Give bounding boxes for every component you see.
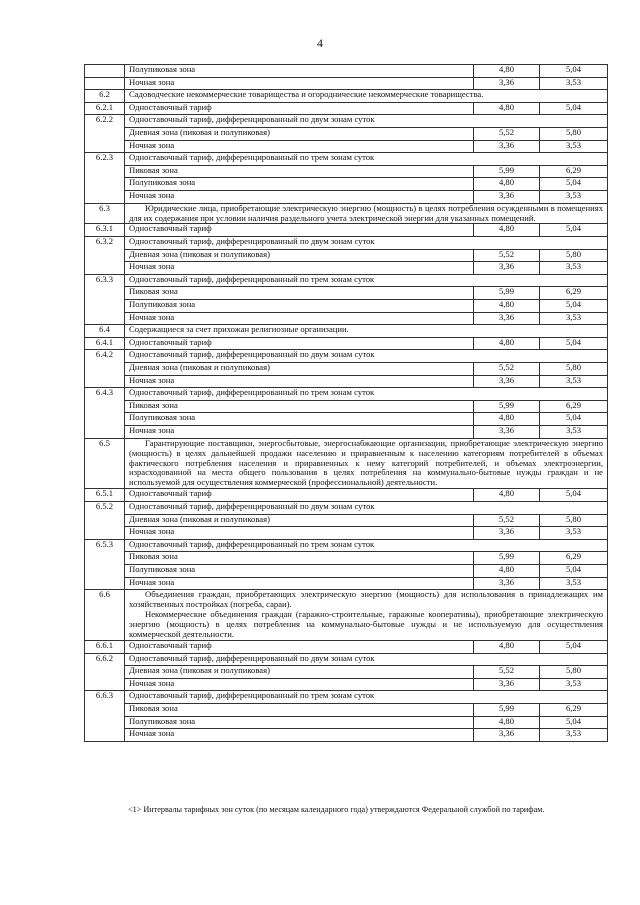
footnote: <1> Интервалы тарифных зон суток (по месяцам календарного года) утверждаются Федеральной службой по тарифам.: [128, 805, 545, 814]
tariff-value-second-half: 3,53: [540, 527, 608, 540]
tariff-value-first-half: 5,52: [474, 249, 540, 262]
item-code: 6.3.2: [85, 237, 125, 275]
category-heading: Одноставочный тариф, дифференцированный по двум зонам суток: [125, 115, 608, 128]
tariff-value-first-half: 3,36: [474, 729, 540, 742]
table-row: [85, 489, 608, 502]
tariff-description: Ночная зона: [125, 140, 474, 153]
tariff-value-second-half: 5,04: [540, 564, 608, 577]
table-row: [85, 425, 608, 438]
tariff-value-second-half: 6,29: [540, 287, 608, 300]
tariff-value-second-half: 6,29: [540, 552, 608, 565]
tariff-description: Полупиковая зона: [125, 65, 474, 78]
tariff-value-first-half: 5,52: [474, 666, 540, 679]
item-code: 6.5.3: [85, 539, 125, 589]
tariff-value-second-half: 5,80: [540, 249, 608, 262]
tariff-description: Дневная зона (пиковая и полупиковая): [125, 249, 474, 262]
tariff-value-first-half: 3,36: [474, 190, 540, 203]
tariff-value-second-half: 5,04: [540, 489, 608, 502]
tariff-description: Пиковая зона: [125, 287, 474, 300]
tariff-value-first-half: 3,36: [474, 577, 540, 590]
tariff-description: Пиковая зона: [125, 165, 474, 178]
table-row: [85, 729, 608, 742]
tariff-value-first-half: 5,52: [474, 514, 540, 527]
tariff-value-second-half: 3,53: [540, 140, 608, 153]
table-row: [85, 325, 608, 338]
table-row: [85, 262, 608, 275]
tariff-description: Ночная зона: [125, 527, 474, 540]
item-code: 6.3.1: [85, 224, 125, 237]
tariff-value-second-half: 6,29: [540, 400, 608, 413]
page-number: 4: [317, 36, 323, 50]
category-heading: Одноставочный тариф, дифференцированный по трем зонам суток: [125, 388, 608, 401]
tariff-value-second-half: 5,04: [540, 178, 608, 191]
table-row: [85, 375, 608, 388]
item-code: 6.2.3: [85, 153, 125, 203]
tariff-value-first-half: 5,52: [474, 127, 540, 140]
category-heading: Одноставочный тариф, дифференцированный по трем зонам суток: [125, 539, 608, 552]
item-code: 6.2: [85, 90, 125, 103]
category-heading: Садоводческие некоммерческие товарищества и огороднические некоммерческие товарищества.: [125, 90, 608, 103]
item-code: 6.5: [85, 438, 125, 489]
tariff-value-first-half: 4,80: [474, 564, 540, 577]
table-row: [85, 514, 608, 527]
tariff-value-first-half: 4,80: [474, 337, 540, 350]
table-row: [85, 641, 608, 654]
table-row: [85, 249, 608, 262]
table-row: [85, 552, 608, 565]
tariff-value-first-half: 5,52: [474, 363, 540, 376]
tariff-description: Полупиковая зона: [125, 716, 474, 729]
tariff-value-first-half: 3,36: [474, 312, 540, 325]
table-row: [85, 438, 608, 489]
table-row: [85, 300, 608, 313]
tariff-value-first-half: 5,99: [474, 400, 540, 413]
tariff-value-first-half: 5,99: [474, 552, 540, 565]
tariff-description: Дневная зона (пиковая и полупиковая): [125, 127, 474, 140]
tariff-value-first-half: 4,80: [474, 641, 540, 654]
table-row: [85, 153, 608, 166]
tariff-value-first-half: 4,80: [474, 413, 540, 426]
tariff-value-second-half: 3,53: [540, 77, 608, 90]
tariff-value-second-half: 5,04: [540, 413, 608, 426]
item-code: 6.4.1: [85, 337, 125, 350]
table-row: [85, 274, 608, 287]
tariff-value-second-half: 3,53: [540, 425, 608, 438]
tariff-value-second-half: 6,29: [540, 703, 608, 716]
tariff-value-first-half: 5,99: [474, 287, 540, 300]
item-code: 6.6.2: [85, 653, 125, 691]
tariff-value-second-half: 5,80: [540, 363, 608, 376]
tariff-value-second-half: 3,53: [540, 577, 608, 590]
category-heading: Одноставочный тариф, дифференцированный по трем зонам суток: [125, 153, 608, 166]
item-code: 6.4.2: [85, 350, 125, 388]
tariff-value-first-half: 4,80: [474, 224, 540, 237]
tariff-description: Одноставочный тариф: [125, 489, 474, 502]
tariff-value-second-half: 5,04: [540, 716, 608, 729]
tariff-value-first-half: 5,99: [474, 165, 540, 178]
table-row: [85, 115, 608, 128]
category-heading: [125, 203, 608, 224]
tariff-value-first-half: 3,36: [474, 425, 540, 438]
tariff-description: Ночная зона: [125, 312, 474, 325]
tariff-value-second-half: 5,04: [540, 641, 608, 654]
tariff-value-first-half: 4,80: [474, 102, 540, 115]
tariff-value-first-half: 3,36: [474, 375, 540, 388]
item-code: 6.6: [85, 590, 125, 641]
tariff-description: Дневная зона (пиковая и полупиковая): [125, 363, 474, 376]
tariff-value-first-half: 4,80: [474, 178, 540, 191]
table-row: [85, 287, 608, 300]
tariff-description: Ночная зона: [125, 262, 474, 275]
table-row: [85, 564, 608, 577]
category-heading: Содержащиеся за счет прихожан религиозные организации.: [125, 325, 608, 338]
table-row: [85, 350, 608, 363]
table-row: [85, 140, 608, 153]
tariff-description: Одноставочный тариф: [125, 641, 474, 654]
tariff-value-first-half: 4,80: [474, 489, 540, 502]
table-row: [85, 102, 608, 115]
table-row: [85, 337, 608, 350]
table-row: [85, 577, 608, 590]
tariff-description: Ночная зона: [125, 425, 474, 438]
tariff-description: Одноставочный тариф: [125, 224, 474, 237]
tariff-value-first-half: 3,36: [474, 262, 540, 275]
table-row: [85, 413, 608, 426]
tariff-value-first-half: 3,36: [474, 77, 540, 90]
tariff-description: Одноставочный тариф: [125, 337, 474, 350]
category-heading: Одноставочный тариф, дифференцированный по двум зонам суток: [125, 502, 608, 515]
tariff-description: Пиковая зона: [125, 552, 474, 565]
table-row: [85, 224, 608, 237]
tariff-description: Ночная зона: [125, 729, 474, 742]
category-heading: Одноставочный тариф, дифференцированный по трем зонам суток: [125, 691, 608, 704]
item-code: 6.3.3: [85, 274, 125, 324]
tariff-description: Одноставочный тариф: [125, 102, 474, 115]
tariff-description: Полупиковая зона: [125, 564, 474, 577]
tariff-value-second-half: 5,04: [540, 102, 608, 115]
tariff-value-second-half: 5,04: [540, 300, 608, 313]
tariff-value-second-half: 5,04: [540, 224, 608, 237]
tariff-description: Дневная зона (пиковая и полупиковая): [125, 514, 474, 527]
item-code: 6.5.2: [85, 502, 125, 540]
tariff-value-second-half: 5,80: [540, 127, 608, 140]
table-row: [85, 363, 608, 376]
tariff-value-second-half: 5,80: [540, 514, 608, 527]
table-row: [85, 190, 608, 203]
table-row: [85, 77, 608, 90]
category-heading: Одноставочный тариф, дифференцированный по трем зонам суток: [125, 274, 608, 287]
table-row: [85, 653, 608, 666]
tariff-table: [84, 64, 608, 742]
tariff-value-second-half: 3,53: [540, 312, 608, 325]
tariff-description: Ночная зона: [125, 678, 474, 691]
tariff-description: Дневная зона (пиковая и полупиковая): [125, 666, 474, 679]
tariff-description: Ночная зона: [125, 77, 474, 90]
table-row: [85, 539, 608, 552]
tariff-description: Пиковая зона: [125, 400, 474, 413]
tariff-value-second-half: 3,53: [540, 190, 608, 203]
tariff-value-first-half: 3,36: [474, 140, 540, 153]
table-row: [85, 716, 608, 729]
category-text: Объединения граждан, приобретающих электрическую энергию (мощность) для использования в принадлежащих им хозяйственных постройках (погреба, сараи).: [129, 589, 603, 610]
category-heading: Одноставочный тариф, дифференцированный по двум зонам суток: [125, 237, 608, 250]
tariff-value-second-half: 5,04: [540, 65, 608, 78]
category-heading: Одноставочный тариф, дифференцированный по двум зонам суток: [125, 350, 608, 363]
item-code: 6.5.1: [85, 489, 125, 502]
item-code: 6.2.1: [85, 102, 125, 115]
category-heading: [125, 590, 608, 641]
table-row: [85, 178, 608, 191]
category-text: Гарантирующие поставщики, энергосбытовые, энергоснабжающие организации, приобретающие электрическую энергию (мощность) в целях дальнейшей продажи населению и приравненным к населению категориям потребителей в объемах фактического потребления населения и приравненных к нему категорий потребителей, и объемах электроэнергии, израсходованной на места общего пользования в целях потребления на коммунально-бытовые нужды граждан и не используемой для осуществления коммерческой (профессиональной) деятельности.: [129, 437, 603, 488]
category-text-2: Некоммерческие объединения граждан (гаражно-строительные, гаражные кооперативы), приобретающие электрическую энергию (мощность) в целях потребления на коммунально-бытовые нужды и не используемую для осуществления коммерческой деятельности.: [129, 609, 603, 640]
category-heading: Одноставочный тариф, дифференцированный по двум зонам суток: [125, 653, 608, 666]
table-row: [85, 400, 608, 413]
item-code: 6.6.1: [85, 641, 125, 654]
tariff-value-first-half: 3,36: [474, 678, 540, 691]
table-row: [85, 203, 608, 224]
table-row: [85, 312, 608, 325]
tariff-value-first-half: 4,80: [474, 300, 540, 313]
tariff-value-first-half: 3,36: [474, 527, 540, 540]
item-code: 6.3: [85, 203, 125, 224]
item-code: [85, 65, 125, 78]
table-row: [85, 666, 608, 679]
table-row: [85, 127, 608, 140]
table-row: [85, 678, 608, 691]
tariff-description: Полупиковая зона: [125, 178, 474, 191]
item-code: 6.4.3: [85, 388, 125, 438]
item-code: 6.6.3: [85, 691, 125, 741]
item-code: [85, 77, 125, 90]
tariff-value-second-half: 3,53: [540, 678, 608, 691]
table-row: [85, 691, 608, 704]
table-row: [85, 65, 608, 78]
table-row: [85, 527, 608, 540]
tariff-table-body: [85, 65, 608, 742]
tariff-value-first-half: 5,99: [474, 703, 540, 716]
tariff-value-first-half: 4,80: [474, 716, 540, 729]
table-row: [85, 90, 608, 103]
tariff-description: Ночная зона: [125, 577, 474, 590]
table-row: [85, 237, 608, 250]
tariff-description: Полупиковая зона: [125, 300, 474, 313]
item-code: 6.2.2: [85, 115, 125, 153]
table-row: [85, 590, 608, 641]
tariff-value-second-half: 3,53: [540, 262, 608, 275]
tariff-description: Полупиковая зона: [125, 413, 474, 426]
table-row: [85, 388, 608, 401]
item-code: 6.4: [85, 325, 125, 338]
tariff-value-second-half: 5,80: [540, 666, 608, 679]
category-heading: [125, 438, 608, 489]
table-row: [85, 165, 608, 178]
tariff-value-second-half: 3,53: [540, 729, 608, 742]
tariff-description: Ночная зона: [125, 375, 474, 388]
tariff-value-second-half: 3,53: [540, 375, 608, 388]
table-row: [85, 703, 608, 716]
tariff-value-second-half: 5,04: [540, 337, 608, 350]
tariff-value-second-half: 6,29: [540, 165, 608, 178]
tariff-value-first-half: 4,80: [474, 65, 540, 78]
tariff-description: Пиковая зона: [125, 703, 474, 716]
table-row: [85, 502, 608, 515]
tariff-description: Ночная зона: [125, 190, 474, 203]
category-text: Юридические лица, приобретающие электрическую энергию (мощность) в целях потребления осужденными в помещениях для их содержания при условии наличия раздельного учета электрической энергии для указанных помещений.: [129, 202, 603, 223]
